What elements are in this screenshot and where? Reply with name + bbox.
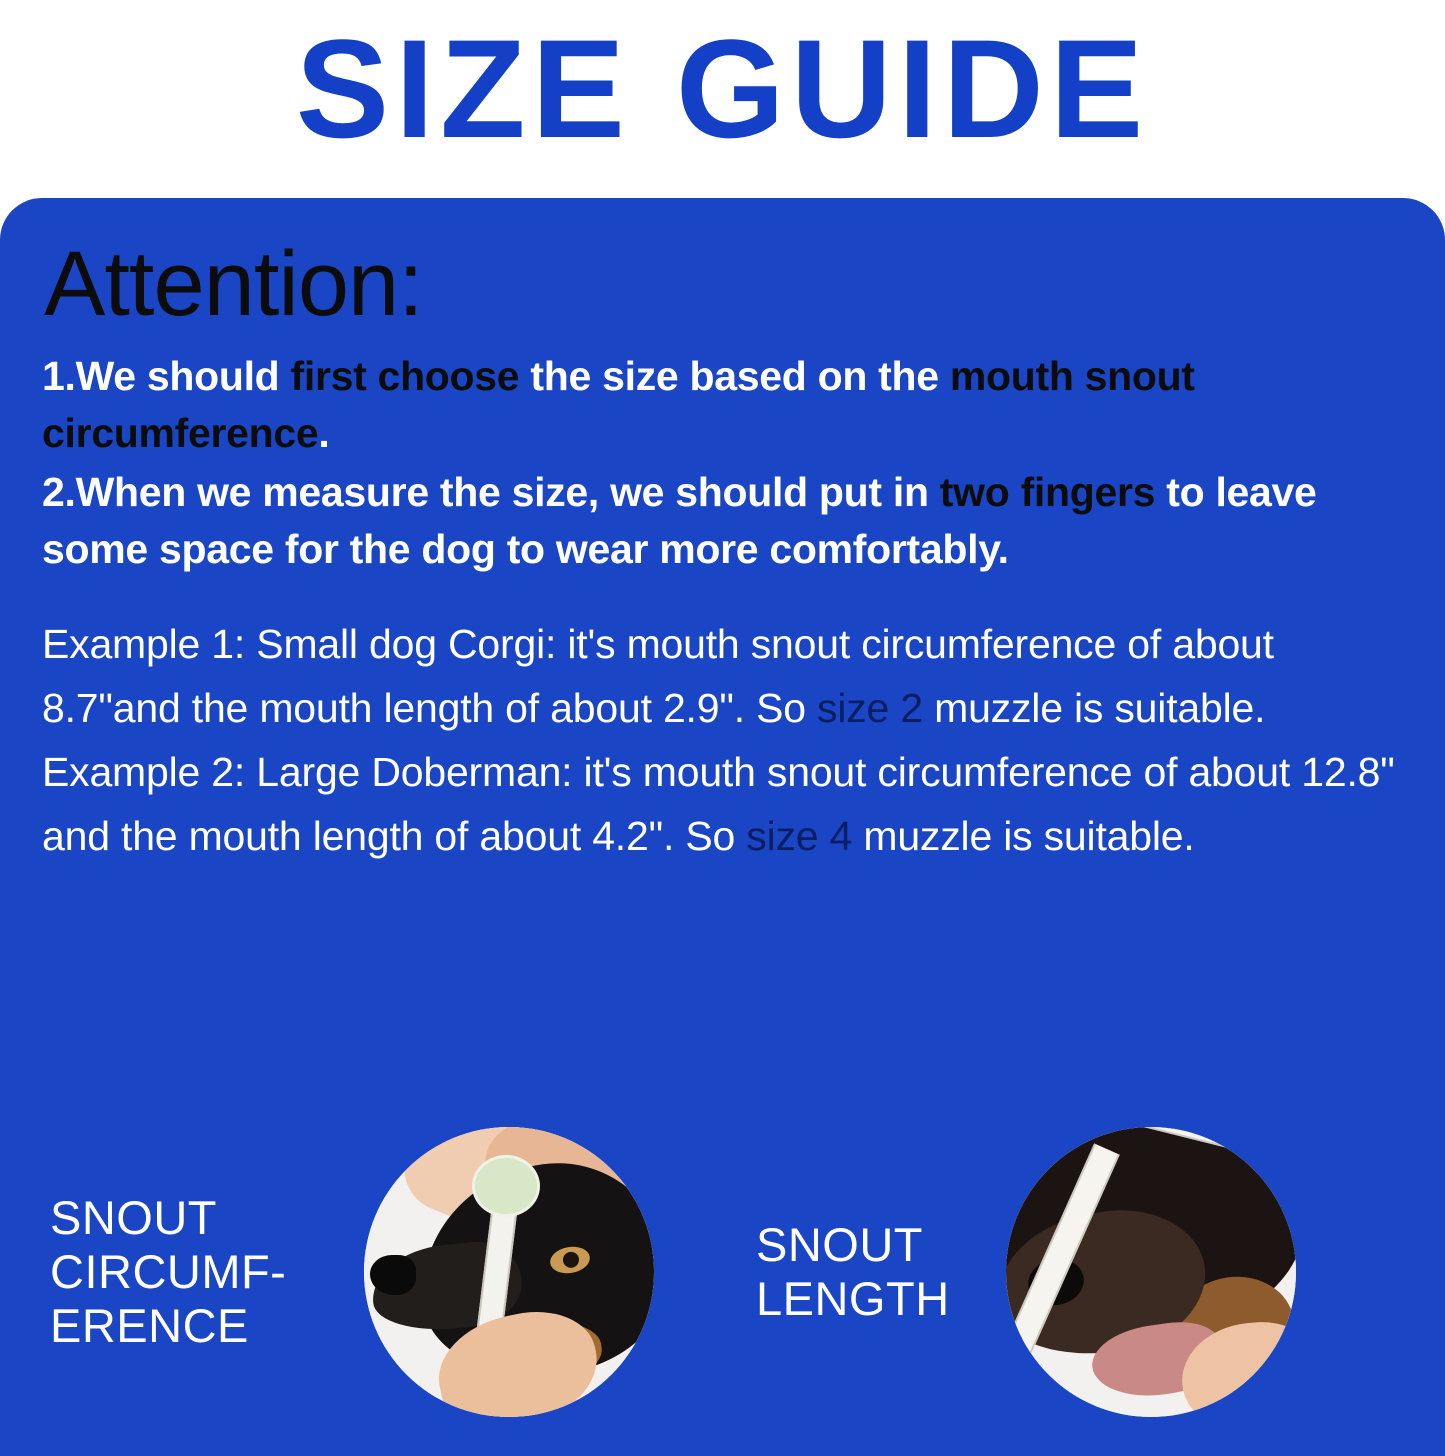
snout-circumference-caption: SNOUT CIRCUMF-ERENCE [50,1191,287,1352]
text-segment: mouth snout circumference [42,353,1195,456]
text-segment: Example 1: Small dog Corgi: it's mouth snout circumference of about 8.7"and the mouth length of about 2.9". So [42,621,1274,731]
attention-heading: Attention: [44,233,423,335]
dog-snout-circumference-photo [364,1127,654,1417]
text-segment: muzzle is suitable. [922,685,1266,731]
text-segment: 2.When we measure the size, we should put in [42,469,940,515]
text-segment: size 2 [817,685,923,731]
rules-list [42,348,1405,578]
example-item-2 [42,740,1405,868]
rule-item-1 [42,348,1405,462]
text-segment: two fingers [939,469,1156,515]
text-segment: first choose [290,353,520,399]
dog-nose-shape [370,1255,416,1295]
text-segment: size 4 [746,813,853,859]
snout-length-caption: SNOUT LENGTH [756,1218,950,1325]
rule-item-2 [42,464,1405,578]
measuring-tape-roll-shape [472,1155,540,1217]
snout-circumference-block [50,1122,654,1422]
text-segment: Example 2: Large Doberman: it's mouth snout circumference of about 12.8" and the mouth length of about 4.2". So [42,749,1395,859]
page-title: SIZE GUIDE [295,10,1150,167]
text-segment: 1.We should [42,353,291,399]
text-segment: the size based on the [519,353,950,399]
dog-snout-length-photo [1006,1127,1296,1417]
measurement-photos [40,1122,1405,1422]
text-segment: . [318,410,330,456]
text-segment: muzzle is suitable. [852,813,1195,859]
examples-list [42,612,1405,868]
attention-panel [0,198,1445,1456]
snout-length-block [740,1122,1296,1422]
example-item-1 [42,612,1405,740]
text-segment: to leave some space for the dog to wear more comfortably. [42,469,1317,572]
